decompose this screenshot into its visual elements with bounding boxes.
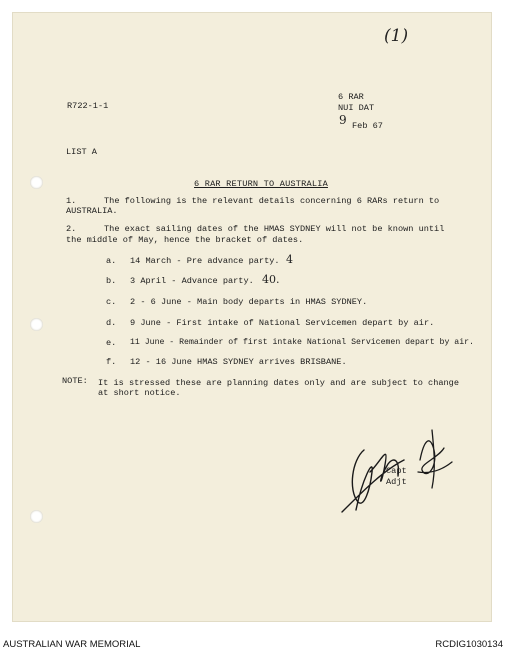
archive-footer [0, 636, 506, 654]
date-month-year: Feb 67 [352, 121, 383, 131]
item-letter: f. [106, 357, 117, 367]
punch-hole-middle [30, 318, 43, 331]
item-handwritten-note: 40. [262, 273, 280, 286]
list-label: LIST A [66, 147, 97, 157]
signatory-appointment: Adjt [386, 477, 407, 487]
catalogue-id: RCDIG1030134 [435, 639, 503, 650]
note-label: NOTE: [62, 376, 88, 386]
punch-hole-top [30, 176, 43, 189]
corner-handwritten-mark: (1) [384, 26, 409, 46]
item-text: 2 - 6 June - Main body departs in HMAS SYDNEY. [130, 297, 368, 307]
location: NUI DAT [338, 103, 375, 113]
item-letter: e. [106, 338, 117, 348]
item-letter: d. [106, 318, 117, 328]
reference-number: R722-1-1 [67, 101, 109, 111]
note-line2: at short notice. [98, 388, 181, 398]
item-letter: c. [106, 297, 117, 307]
para2-number: 2. [66, 224, 77, 234]
para1-number: 1. [66, 196, 77, 206]
para1-line1: The following is the relevant details concerning 6 RARs return to [104, 196, 440, 206]
document-title: 6 RAR RETURN TO AUSTRALIA [194, 179, 328, 189]
item-text: 12 - 16 June HMAS SYDNEY arrives BRISBANE. [130, 357, 347, 367]
note-line1: It is stressed these are planning dates only and are subject to change [98, 378, 459, 388]
signatory-rank: Capt [386, 466, 407, 476]
para1-line2: AUSTRALIA. [66, 206, 118, 216]
item-text: 14 March - Pre advance party. [130, 256, 280, 266]
para2-line2: the middle of May, hence the bracket of dates. [66, 235, 304, 245]
item-text: 3 April - Advance party. [130, 276, 254, 286]
item-letter: a. [106, 256, 117, 266]
item-text: 11 June - Remainder of first intake National Servicemen depart by air. [130, 338, 474, 347]
punch-hole-bottom [30, 510, 43, 523]
institution-name: AUSTRALIAN WAR MEMORIAL [3, 639, 141, 650]
unit-name: 6 RAR [338, 92, 364, 102]
item-text: 9 June - First intake of National Servicemen depart by air. [130, 318, 435, 328]
item-handwritten-note: 4 [286, 253, 293, 266]
item-letter: b. [106, 276, 117, 286]
para2-line1: The exact sailing dates of the HMAS SYDNEY will not be known until [104, 224, 445, 234]
date-day-handwritten: 9 [339, 113, 347, 127]
